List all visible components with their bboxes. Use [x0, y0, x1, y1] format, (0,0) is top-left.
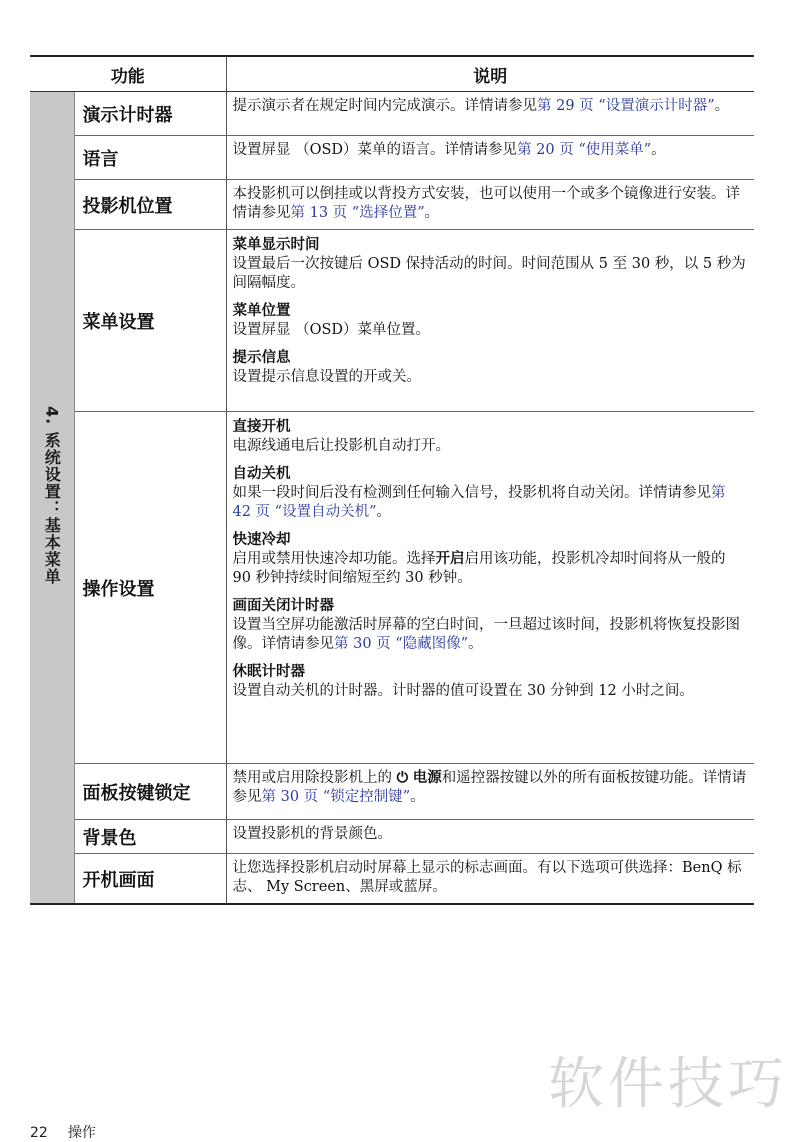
table-row — [30, 92, 754, 136]
sub-title: 快速冷却 — [232, 532, 291, 548]
sub-title: 休眠计时器 — [232, 664, 305, 680]
header-function: 功能 — [30, 56, 226, 92]
function-desc: 设置屏显 （OSD）菜单的语言。详情请参见第 20 页 “使用菜单”。 — [226, 136, 754, 180]
table-row — [30, 412, 754, 764]
function-name: 菜单设置 — [74, 230, 226, 412]
function-name: 投影机位置 — [74, 180, 226, 230]
table-row — [30, 180, 754, 230]
option-on: 开启 — [435, 551, 465, 567]
sub-title: 菜单显示时间 — [232, 237, 320, 253]
section-label: 4. 系统设置：基本菜单 — [42, 406, 62, 585]
sub-item: 提示信息 设置提示信息设置的开或关。 — [233, 348, 749, 387]
sub-item: 画面关闭计时器 设置当空屏功能激活时屏幕的空白时间，一旦超过该时间，投影机将恢复投影图像。详情请参见第 30 页 “隐藏图像”。 — [233, 596, 749, 654]
function-desc: 提示演示者在规定时间内完成演示。详情请参见第 29 页 “设置演示计时器”。 — [226, 92, 754, 136]
sub-title: 画面关闭计时器 — [232, 598, 334, 614]
cross-ref-link[interactable]: 第 29 页 “设置演示计时器” — [537, 98, 715, 114]
cross-ref-link[interactable]: 第 20 页 “使用菜单” — [517, 142, 652, 158]
function-name: 面板按键锁定 — [74, 764, 226, 820]
function-desc: 本投影机可以倒挂或以背投方式安装，也可以使用一个或多个镜像进行安装。详情请参见第 13 页 “选择位置”。 — [226, 180, 754, 230]
function-name: 演示计时器 — [74, 92, 226, 136]
cross-ref-link[interactable]: 第 13 页 “选择位置” — [290, 205, 425, 221]
cross-ref-link[interactable]: 第 30 页 “锁定控制键” — [261, 789, 411, 805]
sub-title: 提示信息 — [232, 350, 291, 366]
sub-item: 菜单位置 设置屏显 （OSD）菜单位置。 — [233, 301, 749, 340]
settings-table — [30, 55, 754, 905]
sub-item: 菜单显示时间 设置最后一次按键后 OSD 保持活动的时间。时间范围从 5 至 30 秒，以 5 秒为间隔幅度。 — [233, 235, 749, 293]
watermark: 软件技巧 — [548, 1052, 788, 1117]
sub-item: 直接开机 电源线通电后让投影机自动打开。 — [233, 417, 749, 456]
cross-ref-link[interactable]: 第 42 页 “设置自动关机” — [232, 485, 726, 520]
table-row — [30, 136, 754, 180]
function-desc — [226, 230, 754, 412]
function-name: 操作设置 — [74, 412, 226, 764]
sub-item: 快速冷却 启用或禁用快速冷却功能。选择开启启用该功能，投影机冷却时间将从一般的 90 秒钟持续时间缩短至约 30 秒钟。 — [233, 530, 749, 588]
function-name: 背景色 — [74, 820, 226, 854]
header-description: 说明 — [226, 56, 754, 92]
function-desc — [226, 412, 754, 764]
function-name: 语言 — [74, 136, 226, 180]
power-label: 电源 — [412, 770, 442, 786]
function-name: 开机画面 — [74, 854, 226, 905]
page-footer — [30, 1122, 96, 1142]
sub-title: 自动关机 — [232, 466, 291, 482]
power-icon: ⏻ — [396, 770, 409, 786]
table-row — [30, 820, 754, 854]
sub-title: 直接开机 — [232, 419, 291, 435]
sub-title: 菜单位置 — [232, 303, 291, 319]
table-row — [30, 230, 754, 412]
function-desc: 禁用或启用除投影机上的 ⏻ 电源和遥控器按键以外的所有面板按键功能。详情请参见第 30 页 “锁定控制键”。 — [226, 764, 754, 820]
page-number: 22 — [30, 1125, 48, 1141]
sub-item: 自动关机 如果一段时间后没有检测到任何输入信号，投影机将自动关闭。详情请参见第 42 页 “设置自动关机”。 — [233, 464, 749, 522]
table-header-row — [30, 56, 754, 92]
function-desc: 设置投影机的背景颜色。 — [226, 820, 754, 854]
footer-section: 操作 — [67, 1125, 96, 1141]
cross-ref-link[interactable]: 第 30 页 “隐藏图像” — [334, 636, 469, 652]
function-desc: 让您选择投影机启动时屏幕上显示的标志画面。有以下选项可供选择：BenQ 标志、 My Screen、黑屏或蓝屏。 — [226, 854, 754, 905]
section-sidebar — [30, 92, 74, 905]
table-row — [30, 764, 754, 820]
table-row — [30, 854, 754, 905]
sub-item: 休眠计时器 设置自动关机的计时器。计时器的值可设置在 30 分钟到 12 小时之间。 — [233, 662, 749, 701]
